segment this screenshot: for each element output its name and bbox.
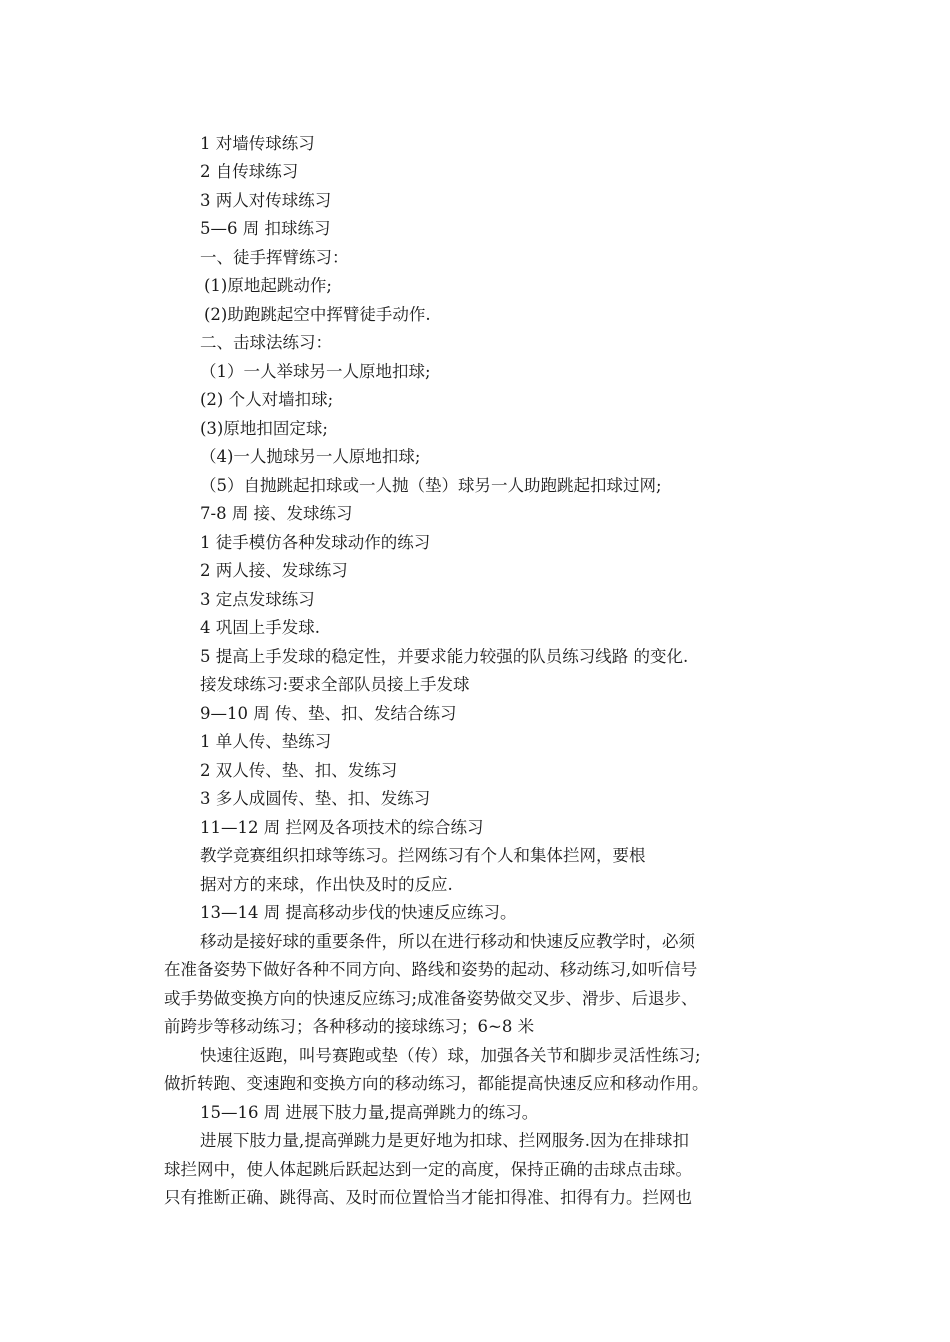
text-line: 2 两人接、发球练习 [200, 561, 348, 580]
text-line: 1 单人传、垫练习 [200, 732, 332, 751]
text-line: （1）一人举球另一人原地扣球; [200, 362, 431, 381]
text-line: （5）自抛跳起扣球或一人抛（垫）球另一人助跑跳起扣球过网; [200, 476, 662, 495]
section-heading: 7-8 周 接、发球练习 [200, 504, 353, 523]
text-line: 教学竞赛组织扣球等练习。拦网练习有个人和集体拦网，要根 [200, 846, 646, 865]
paragraph-line: 进展下肢力量,提高弹跳力是更好地为扣球、拦网服务.因为在排球扣 [200, 1131, 689, 1150]
text-line: 据对方的来球，作出快及时的反应. [200, 875, 453, 894]
text-line: 5 提高上手发球的稳定性，并要求能力较强的队员练习线路 的变化. [200, 647, 689, 666]
text-line: 3 多人成圆传、垫、扣、发练习 [200, 789, 431, 808]
text-line: 4 巩固上手发球. [200, 618, 320, 637]
paragraph-line: 球拦网中，使人体起跳后跃起达到一定的高度，保持正确的击球点击球。 [164, 1160, 692, 1179]
paragraph-line: 只有推断正确、跳得高、及时而位置恰当才能扣得准、扣得有力。拦网也 [164, 1188, 692, 1207]
section-heading: 9—10 周 传、垫、扣、发结合练习 [200, 704, 457, 723]
text-line: (1)原地起跳动作; [204, 276, 332, 295]
paragraph-line: 在准备姿势下做好各种不同方向、路线和姿势的起动、移动练习,如听信号 [164, 960, 698, 979]
paragraph-line: 或手势做变换方向的快速反应练习;成准备姿势做交叉步、滑步、后退步、 [164, 989, 698, 1008]
section-heading: 13—14 周 提高移动步伐的快速反应练习。 [200, 903, 517, 922]
section-heading: 15—16 周 进展下肢力量,提高弹跳力的练习。 [200, 1103, 539, 1122]
paragraph-line: 移动是接好球的重要条件，所以在进行移动和快速反应教学时，必须 [200, 932, 695, 951]
text-line: 二、击球法练习： [200, 333, 332, 352]
section-heading: 5—6 周 扣球练习 [200, 219, 331, 238]
text-line: 一、徒手挥臂练习： [200, 248, 349, 267]
text-line: 2 双人传、垫、扣、发练习 [200, 761, 398, 780]
paragraph-line: 快速往返跑，叫号赛跑或垫（传）球，加强各关节和脚步灵活性练习; [200, 1046, 701, 1065]
text-line: (3)原地扣固定球; [200, 419, 328, 438]
text-line: 1 徒手模仿各种发球动作的练习 [200, 533, 431, 552]
text-line: 3 两人对传球练习 [200, 191, 332, 210]
paragraph-line: 做折转跑、变速跑和变换方向的移动练习，都能提高快速反应和移动作用。 [164, 1074, 709, 1093]
text-line: （4)一人抛球另一人原地扣球; [200, 447, 421, 466]
text-line: (2) 个人对墙扣球; [200, 390, 334, 409]
text-line: 接发球练习:要求全部队员接上手发球 [200, 675, 470, 694]
paragraph-line: 前跨步等移动练习；各种移动的接球练习；6~8 米 [164, 1017, 535, 1036]
text-line: 3 定点发球练习 [200, 590, 315, 609]
section-heading: 11—12 周 拦网及各项技术的综合练习 [200, 818, 484, 837]
text-line: 2 自传球练习 [200, 162, 299, 181]
text-line: 1 对墙传球练习 [200, 134, 315, 153]
text-line: (2)助跑跳起空中挥臂徒手动作. [204, 305, 431, 324]
